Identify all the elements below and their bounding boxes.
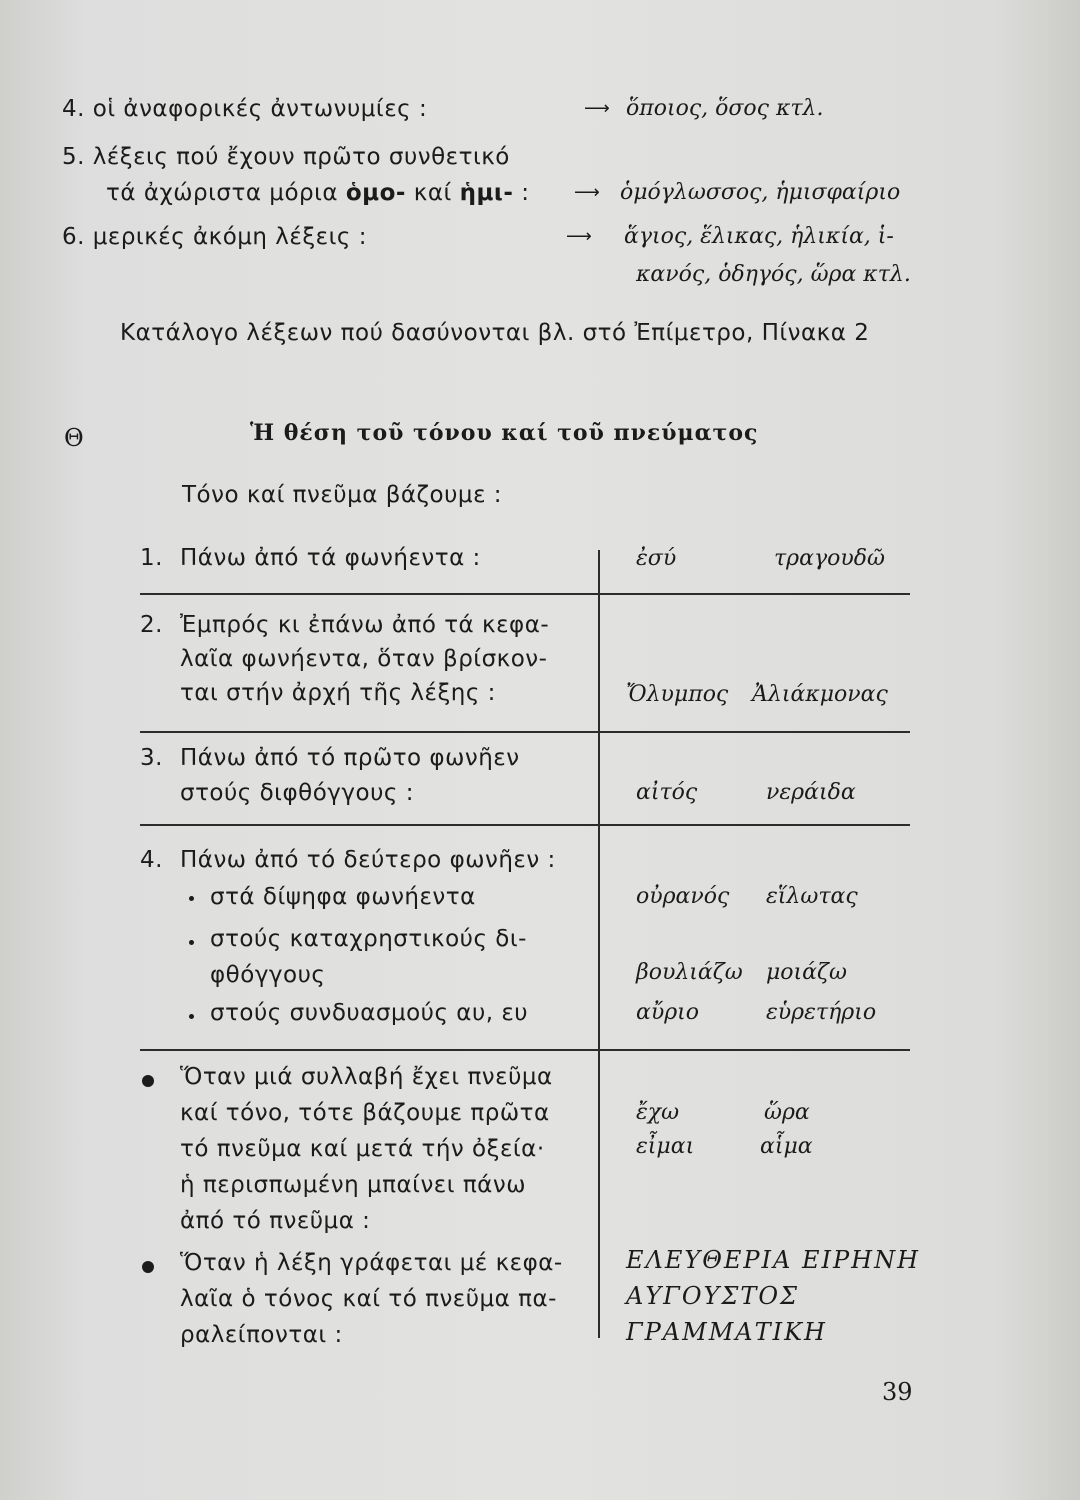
note-2-example-2: ΑΥΓΟΥΣΤΟΣ bbox=[626, 1282, 799, 1310]
row-4-sub2-line1: στούς καταχρηστικούς δι- bbox=[210, 926, 527, 952]
arrow-right-icon: ⟶ bbox=[566, 226, 592, 247]
note-1-line5: ἀπό τό πνεῦμα : bbox=[180, 1208, 371, 1234]
note-2-line2: λαῖα ὁ τόνος καί τό πνεῦμα πα- bbox=[180, 1286, 557, 1312]
note-2-line1: Ὅταν ἡ λέξη γράφεται μέ κεφα- bbox=[180, 1250, 563, 1276]
note-1-line1: Ὅταν μιά συλλαβή ἔχει πνεῦμα bbox=[180, 1064, 553, 1090]
note-2-line3: ραλείπονται : bbox=[180, 1322, 343, 1348]
list-item-6-example-line2: κανός, ὁδηγός, ὥρα κτλ. bbox=[636, 262, 911, 287]
row-2-num: 2. bbox=[140, 612, 163, 638]
row-4-sub1-example-2: εἵλωτας bbox=[766, 884, 858, 909]
table-rule bbox=[140, 593, 910, 595]
row-4-sub2-example-2: μοιάζω bbox=[766, 960, 847, 985]
list-item-5-example: ὁμόγλωσσος, ἡμισφαίριο bbox=[620, 180, 901, 205]
note-bullet bbox=[142, 1261, 154, 1273]
note-1-example-4: αἷμα bbox=[760, 1134, 813, 1159]
table-rule bbox=[140, 824, 910, 826]
list-item-5-line2: τά ἀχώριστα μόρια ὁμο- καί ἡμι- : bbox=[106, 180, 530, 206]
row-4-sub3-example-1: αὔριο bbox=[636, 1000, 700, 1025]
row-4-sub3-text: στούς συνδυασμούς αυ, ευ bbox=[210, 1000, 529, 1026]
note-1-line4: ἡ περισπωμένη μπαίνει πάνω bbox=[180, 1172, 526, 1198]
note-2-example-3: ΓΡΑΜΜΑΤΙΚΗ bbox=[626, 1318, 827, 1346]
row-4-sub1-text: στά δίψηφα φωνήεντα bbox=[210, 884, 476, 910]
row-1-example-1: ἐσύ bbox=[636, 546, 677, 571]
note-1-line3: τό πνεῦμα καί μετά τήν ὀξεία· bbox=[180, 1136, 545, 1162]
row-4-sub3-example-2: εὑρετήριο bbox=[766, 1000, 877, 1025]
row-4-text: Πάνω ἀπό τό δεύτερο φωνῆεν : bbox=[180, 847, 556, 873]
row-2-line3: ται στήν ἀρχή τῆς λέξης : bbox=[180, 680, 496, 706]
row-3-num: 3. bbox=[140, 745, 163, 771]
list-item-6-example-line1: ἅγιος, ἕλικας, ἡλικία, ἱ- bbox=[624, 224, 894, 249]
sub-bullet bbox=[189, 940, 194, 945]
row-2-example-2: Ἀλιάκμονας bbox=[752, 682, 888, 707]
row-4-sub2-line2: φθόγγους bbox=[210, 962, 326, 988]
row-3-line2: στούς διφθόγγους : bbox=[180, 780, 414, 806]
row-4-sub2-example-1: βουλιάζω bbox=[636, 960, 743, 985]
row-3-example-2: νεράιδα bbox=[766, 780, 856, 805]
list-item-4-example: ὅποιος, ὅσος κτλ. bbox=[626, 96, 824, 121]
list-item-4: 4. οἱ ἀναφορικές ἀντωνυμίες : bbox=[62, 96, 428, 122]
arrow-right-icon: ⟶ bbox=[584, 98, 610, 119]
row-2-line2: λαῖα φωνήεντα, ὅταν βρίσκον- bbox=[180, 646, 548, 672]
note-1-line2: καί τόνο, τότε βάζουμε πρῶτα bbox=[180, 1100, 550, 1126]
row-1-example-2: τραγουδῶ bbox=[774, 546, 885, 571]
section-symbol: Θ bbox=[64, 424, 84, 452]
table-rule bbox=[140, 731, 910, 733]
row-4-num: 4. bbox=[140, 847, 163, 873]
note-2-example-1: ΕΛΕΥΘΕΡΙΑ ΕΙΡΗΝΗ bbox=[626, 1246, 921, 1274]
row-2-line1: Ἐμπρός κι ἐπάνω ἀπό τά κεφα- bbox=[180, 612, 550, 638]
catalog-note: Κατάλογο λέξεων πού δασύνονται βλ. στό Ἐπίμετρο, Πίνακα 2 bbox=[120, 320, 870, 346]
sub-bullet bbox=[189, 896, 194, 901]
note-1-example-2: ὥρα bbox=[764, 1100, 810, 1125]
note-bullet bbox=[142, 1075, 154, 1087]
row-1-num: 1. bbox=[140, 545, 163, 571]
row-4-sub1-example-1: οὐρανός bbox=[636, 884, 730, 909]
sub-bullet bbox=[189, 1014, 194, 1019]
list-item-5-line1: 5. λέξεις πού ἔχουν πρῶτο συνθετικό bbox=[62, 144, 510, 170]
row-2-example-1: Ὄλυμπος bbox=[626, 682, 729, 707]
row-3-line1: Πάνω ἀπό τό πρῶτο φωνῆεν bbox=[180, 745, 520, 771]
note-1-example-3: εἶμαι bbox=[636, 1134, 695, 1159]
section-intro: Τόνο καί πνεῦμα βάζουμε : bbox=[182, 482, 503, 508]
note-1-example-1: ἔχω bbox=[636, 1100, 680, 1125]
table-divider-vertical bbox=[598, 550, 600, 1338]
row-1-text: Πάνω ἀπό τά φωνήεντα : bbox=[180, 545, 481, 571]
table-rule bbox=[140, 1049, 910, 1051]
arrow-right-icon: ⟶ bbox=[574, 182, 600, 203]
section-heading: Ἡ θέση τοῦ τόνου καί τοῦ πνεύματος bbox=[250, 420, 759, 446]
page-number: 39 bbox=[882, 1378, 913, 1406]
row-3-example-1: αἰτός bbox=[636, 780, 698, 805]
list-item-6: 6. μερικές ἀκόμη λέξεις : bbox=[62, 224, 367, 250]
